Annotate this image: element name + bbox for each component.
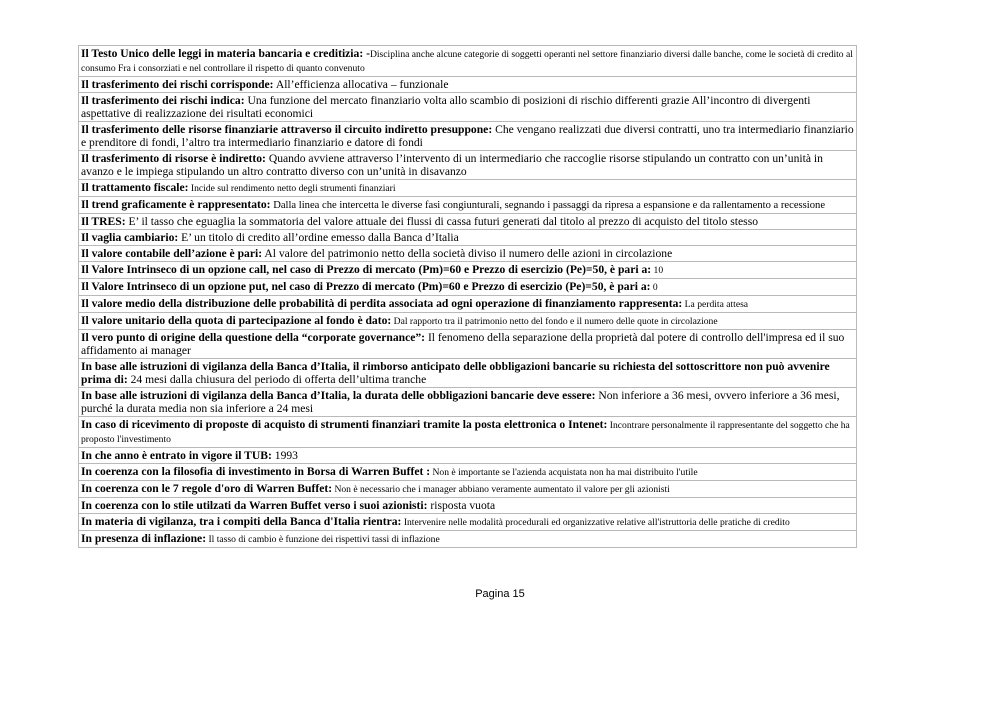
table-row xyxy=(79,46,857,77)
question-text: In materia di vigilanza, tra i compiti della Banca d'Italia rientra: xyxy=(81,515,402,528)
answer-text: Quando avviene attraverso l’intervento di un intermediario che raccoglie risorse stipulando un contratto con un’unità in avanzo e le impiega stipulando un altro contratto diverso con un’unità in disavanzo xyxy=(81,152,823,178)
answer-text: E’ il tasso che eguaglia la sommatoria del valore attuale dei flussi di cassa futuri generati dal titolo al prezzo di acquisto del titolo stesso xyxy=(125,215,758,228)
answer-text: Non è importante se l'azienda acquistata non ha mai distribuito l'utile xyxy=(430,467,698,478)
question-text: Il Valore Intrinseco di un opzione put, nel caso di Prezzo di mercato (Pm)=60 e Prezzo di esercizio (Pe)=50, è pari a: xyxy=(81,280,651,293)
table-cell xyxy=(79,531,857,548)
table-row xyxy=(79,531,857,548)
answer-text: 10 xyxy=(651,265,664,276)
table-cell xyxy=(79,246,857,262)
answer-text: Dal rapporto tra il patrimonio netto del fondo e il numero delle quote in circolazione xyxy=(391,316,718,327)
answer-text: E’ un titolo di credito all’ordine emesso dalla Banca d’Italia xyxy=(178,231,459,244)
question-text: Il vero punto di origine della questione della “corporate governance”: xyxy=(81,331,426,344)
question-text: In caso di ricevimento di proposte di acquisto di strumenti finanziari tramite la posta elettronica o Intenet: xyxy=(81,418,608,431)
table-row xyxy=(79,151,857,180)
table-cell xyxy=(79,330,857,359)
question-text: Il valore unitario della quota di partecipazione al fondo è dato: xyxy=(81,314,392,327)
answer-text: Il tasso di cambio è funzione dei rispettivi tassi di inflazione xyxy=(206,534,440,545)
table-row xyxy=(79,296,857,313)
table-cell xyxy=(79,151,857,180)
answer-text: Dalla linea che intercetta le diverse fasi congiunturali, segnando i passaggi da ripresa a espansione e da rallentamento a recessione xyxy=(270,200,826,211)
answer-text: Non è necessario che i manager abbiano veramente aumentato il valore per gli azionisti xyxy=(332,484,670,495)
question-text: In presenza di inflazione: xyxy=(81,532,207,545)
answer-text: Al valore del patrimonio netto della società diviso il numero delle azioni in circolazione xyxy=(262,247,673,260)
table-cell xyxy=(79,230,857,246)
table-cell xyxy=(79,180,857,197)
answer-text: All’efficienza allocativa – funzionale xyxy=(273,78,449,91)
answer-text: risposta vuota xyxy=(427,499,496,512)
question-text: In coerenza con la filosofia di investimento in Borsa di Warren Buffet : xyxy=(81,465,431,478)
question-text: Il trasferimento dei rischi corrisponde: xyxy=(81,78,274,91)
question-text: Il trasferimento dei rischi indica: xyxy=(81,94,245,107)
table-cell xyxy=(79,93,857,122)
question-text: In coerenza con lo stile utilzati da Warren Buffet verso i suoi azionisti: xyxy=(81,499,428,512)
table-cell xyxy=(79,46,857,77)
table-row xyxy=(79,498,857,514)
table-row xyxy=(79,279,857,296)
table-cell xyxy=(79,313,857,330)
question-text: Il trasferimento delle risorse finanziarie attraverso il circuito indiretto presuppone: xyxy=(81,123,493,136)
table-row xyxy=(79,214,857,230)
table-cell xyxy=(79,514,857,531)
question-text: Il TRES: xyxy=(81,215,126,228)
table-row xyxy=(79,313,857,330)
table-cell xyxy=(79,77,857,93)
table-row xyxy=(79,330,857,359)
answer-text: Una funzione del mercato finanziario volta allo scambio di posizioni di rischio differenti grazie All’incontro di divergenti aspettative di realizzazione dei risultati economici xyxy=(81,94,811,120)
question-text: Il trasferimento di risorse è indiretto: xyxy=(81,152,266,165)
question-text: In base alle istruzioni di vigilanza della Banca d’Italia, la durata delle obbligazioni bancarie deve essere: xyxy=(81,389,596,402)
table-row xyxy=(79,514,857,531)
answer-text: Non inferiore a 36 mesi, ovvero inferiore a 36 mesi, purché la durata media non sia inferiore a 24 mesi xyxy=(81,389,840,415)
question-text: Il Valore Intrinseco di un opzione call, nel caso di Prezzo di mercato (Pm)=60 e Prezzo di esercizio (Pe)=50, è pari a: xyxy=(81,263,652,276)
question-text: Il trattamento fiscale: xyxy=(81,181,189,194)
qa-table-body xyxy=(79,46,857,548)
table-row xyxy=(79,77,857,93)
answer-text: Intervenire nelle modalità procedurali ed organizzative relative all'istruttoria delle pratiche di credito xyxy=(401,517,790,528)
answer-text: 24 mesi dalla chiusura del periodo di offerta dell’ultima tranche xyxy=(127,373,427,386)
table-row xyxy=(79,464,857,481)
answer-text: Disciplina anche alcune categorie di soggetti operanti nel settore finanziario diversi dalle banche, come le società di credito al consumo Fra i consorziati e nel controllare il rispetto di quanto convenuto xyxy=(81,49,853,74)
question-text: Il trend graficamente è rappresentato: xyxy=(81,198,271,211)
table-cell xyxy=(79,464,857,481)
table-row xyxy=(79,122,857,151)
table-row xyxy=(79,359,857,388)
question-text: In base alle istruzioni di vigilanza della Banca d’Italia, il rimborso anticipato delle obbligazioni bancarie su richiesta del sottoscrittore non può avvenire prima di: xyxy=(81,360,830,386)
answer-text: Che vengano realizzati due diversi contratti, uno tra intermediario finanziario e prenditore di fondi, l’altro tra intermediario finanziario e datore di fondi xyxy=(81,123,854,149)
question-text: Il Testo Unico delle leggi in materia bancaria e creditizia: - xyxy=(81,47,370,60)
table-row xyxy=(79,180,857,197)
table-cell xyxy=(79,448,857,464)
table-row xyxy=(79,93,857,122)
table-cell xyxy=(79,197,857,214)
table-row xyxy=(79,262,857,279)
table-row xyxy=(79,417,857,448)
table-cell xyxy=(79,359,857,388)
table-cell xyxy=(79,296,857,313)
table-row xyxy=(79,197,857,214)
page-number: Pagina 15 xyxy=(475,588,525,600)
table-row xyxy=(79,481,857,498)
table-cell xyxy=(79,388,857,417)
table-cell xyxy=(79,214,857,230)
table-cell xyxy=(79,279,857,296)
answer-text: 1993 xyxy=(271,449,298,462)
table-cell xyxy=(79,481,857,498)
table-row xyxy=(79,448,857,464)
table-cell xyxy=(79,417,857,448)
question-text: In coerenza con le 7 regole d'oro di Warren Buffet: xyxy=(81,482,333,495)
table-cell xyxy=(79,122,857,151)
answer-text: Incide sul rendimento netto degli strumenti finanziari xyxy=(188,183,396,194)
answer-text: 0 xyxy=(650,282,658,293)
question-text: In che anno è entrato in vigore il TUB: xyxy=(81,449,272,462)
answer-text: Il fenomeno della separazione della proprietà dal potere di controllo dell'impresa ed il suo affidamento ai manager xyxy=(81,331,845,357)
table-cell xyxy=(79,498,857,514)
answer-text: Incontrare personalmente il rappresentante del soggetto che ha proposto l'investimento xyxy=(81,420,850,445)
table-row xyxy=(79,388,857,417)
table-row xyxy=(79,230,857,246)
answer-text: La perdita attesa xyxy=(682,299,749,310)
qa-table xyxy=(78,45,857,548)
question-text: Il vaglia cambiario: xyxy=(81,231,179,244)
table-row xyxy=(79,246,857,262)
question-text: Il valore contabile dell’azione è pari: xyxy=(81,247,263,260)
table-cell xyxy=(79,262,857,279)
question-text: Il valore medio della distribuzione delle probabilità di perdita associata ad ogni operazione di finanziamento rappresenta: xyxy=(81,297,683,310)
